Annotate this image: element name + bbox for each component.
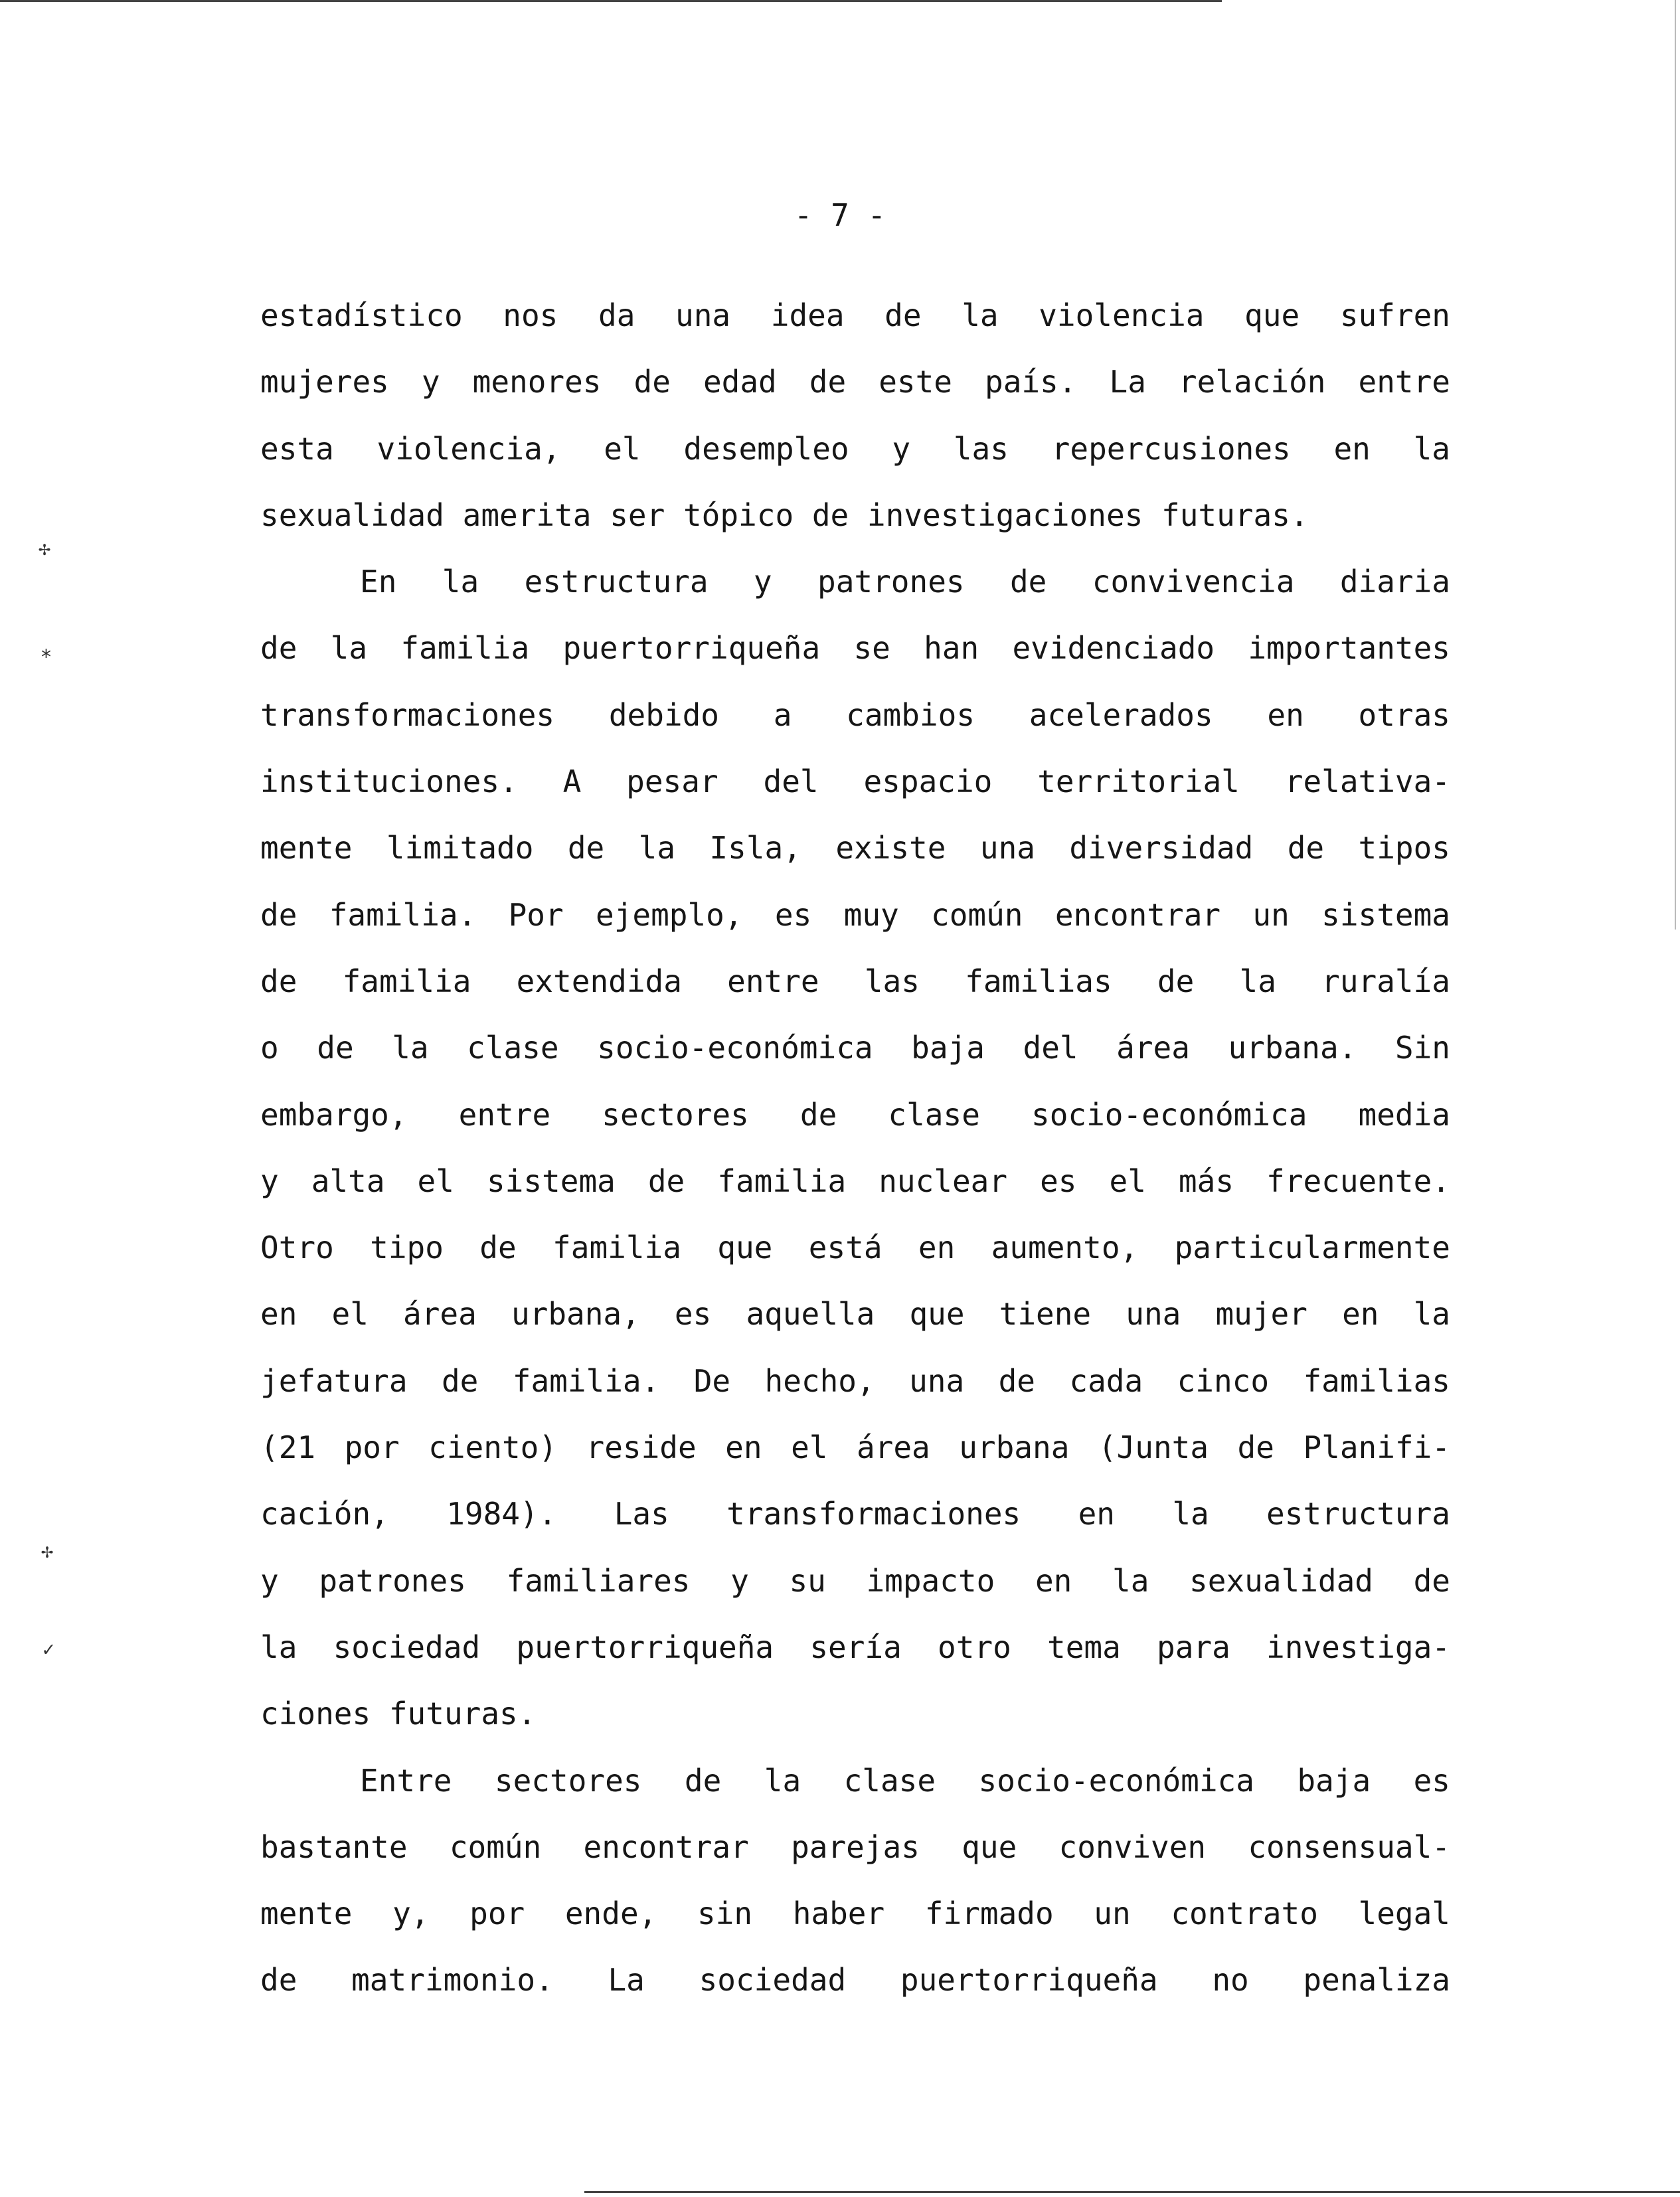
right-edge-line bbox=[1675, 0, 1676, 930]
text-line: ciones futuras. bbox=[260, 1696, 537, 1732]
text-line: estadístico nos da una idea de la violencia que sufren bbox=[260, 297, 1450, 333]
text-line: esta violencia, el desempleo y las repercusiones en la bbox=[260, 430, 1450, 467]
text-line: y patrones familiares y su impacto en la sexualidad de bbox=[260, 1562, 1450, 1599]
body-text bbox=[260, 293, 1450, 2025]
text-line: mente y, por ende, sin haber firmado un contrato legal bbox=[260, 1896, 1450, 1932]
text-line: mujeres y menores de edad de este país. La relación entre bbox=[260, 364, 1450, 400]
text-line: y alta el sistema de familia nuclear es el más frecuente. bbox=[260, 1163, 1450, 1199]
text-line: de familia extendida entre las familias de la ruralía bbox=[260, 963, 1450, 999]
text-line: embargo, entre sectores de clase socio-económica media bbox=[260, 1096, 1450, 1133]
text-line: o de la clase socio-económica baja del área urbana. Sin bbox=[260, 1030, 1450, 1066]
text-line: la sociedad puertorriqueña sería otro tema para investiga- bbox=[260, 1629, 1450, 1665]
margin-mark: ✢ bbox=[39, 537, 51, 560]
text-line: En la estructura y patrones de convivencia diaria bbox=[360, 564, 1450, 600]
margin-mark: ✢ bbox=[41, 1540, 54, 1563]
text-line: sexualidad amerita ser tópico de investigaciones futuras. bbox=[260, 497, 1309, 533]
text-line: bastante común encontrar parejas que conviven consensual- bbox=[260, 1829, 1450, 1865]
margin-mark: ⁎ bbox=[41, 639, 51, 663]
text-line: en el área urbana, es aquella que tiene una mujer en la bbox=[260, 1296, 1450, 1333]
text-line: de matrimonio. La sociedad puertorriqueña no penaliza bbox=[260, 1962, 1450, 1998]
text-line: instituciones. A pesar del espacio territorial relativa- bbox=[260, 764, 1450, 800]
text-line: mente limitado de la Isla, existe una diversidad de tipos bbox=[260, 830, 1450, 866]
text-line: Otro tipo de familia que está en aumento, particularmente bbox=[260, 1230, 1450, 1266]
text-line: de la familia puertorriqueña se han evidenciado importantes bbox=[260, 630, 1450, 667]
text-line: (21 por ciento) reside en el área urbana (Junta de Planifi- bbox=[260, 1429, 1450, 1466]
margin-mark: ✓ bbox=[42, 1638, 55, 1661]
text-line: transformaciones debido a cambios acelerados en otras bbox=[260, 696, 1450, 733]
text-line: Entre sectores de la clase socio-económica baja es bbox=[360, 1762, 1450, 1799]
text-line: de familia. Por ejemplo, es muy común encontrar un sistema bbox=[260, 896, 1450, 933]
text-line: cación, 1984). Las transformaciones en la estructura bbox=[260, 1496, 1450, 1532]
page-number: - 7 - bbox=[794, 197, 886, 233]
bottom-edge-line bbox=[584, 2191, 1680, 2193]
top-edge-line bbox=[0, 0, 1222, 2]
text-line: jefatura de familia. De hecho, una de cada cinco familias bbox=[260, 1362, 1450, 1399]
